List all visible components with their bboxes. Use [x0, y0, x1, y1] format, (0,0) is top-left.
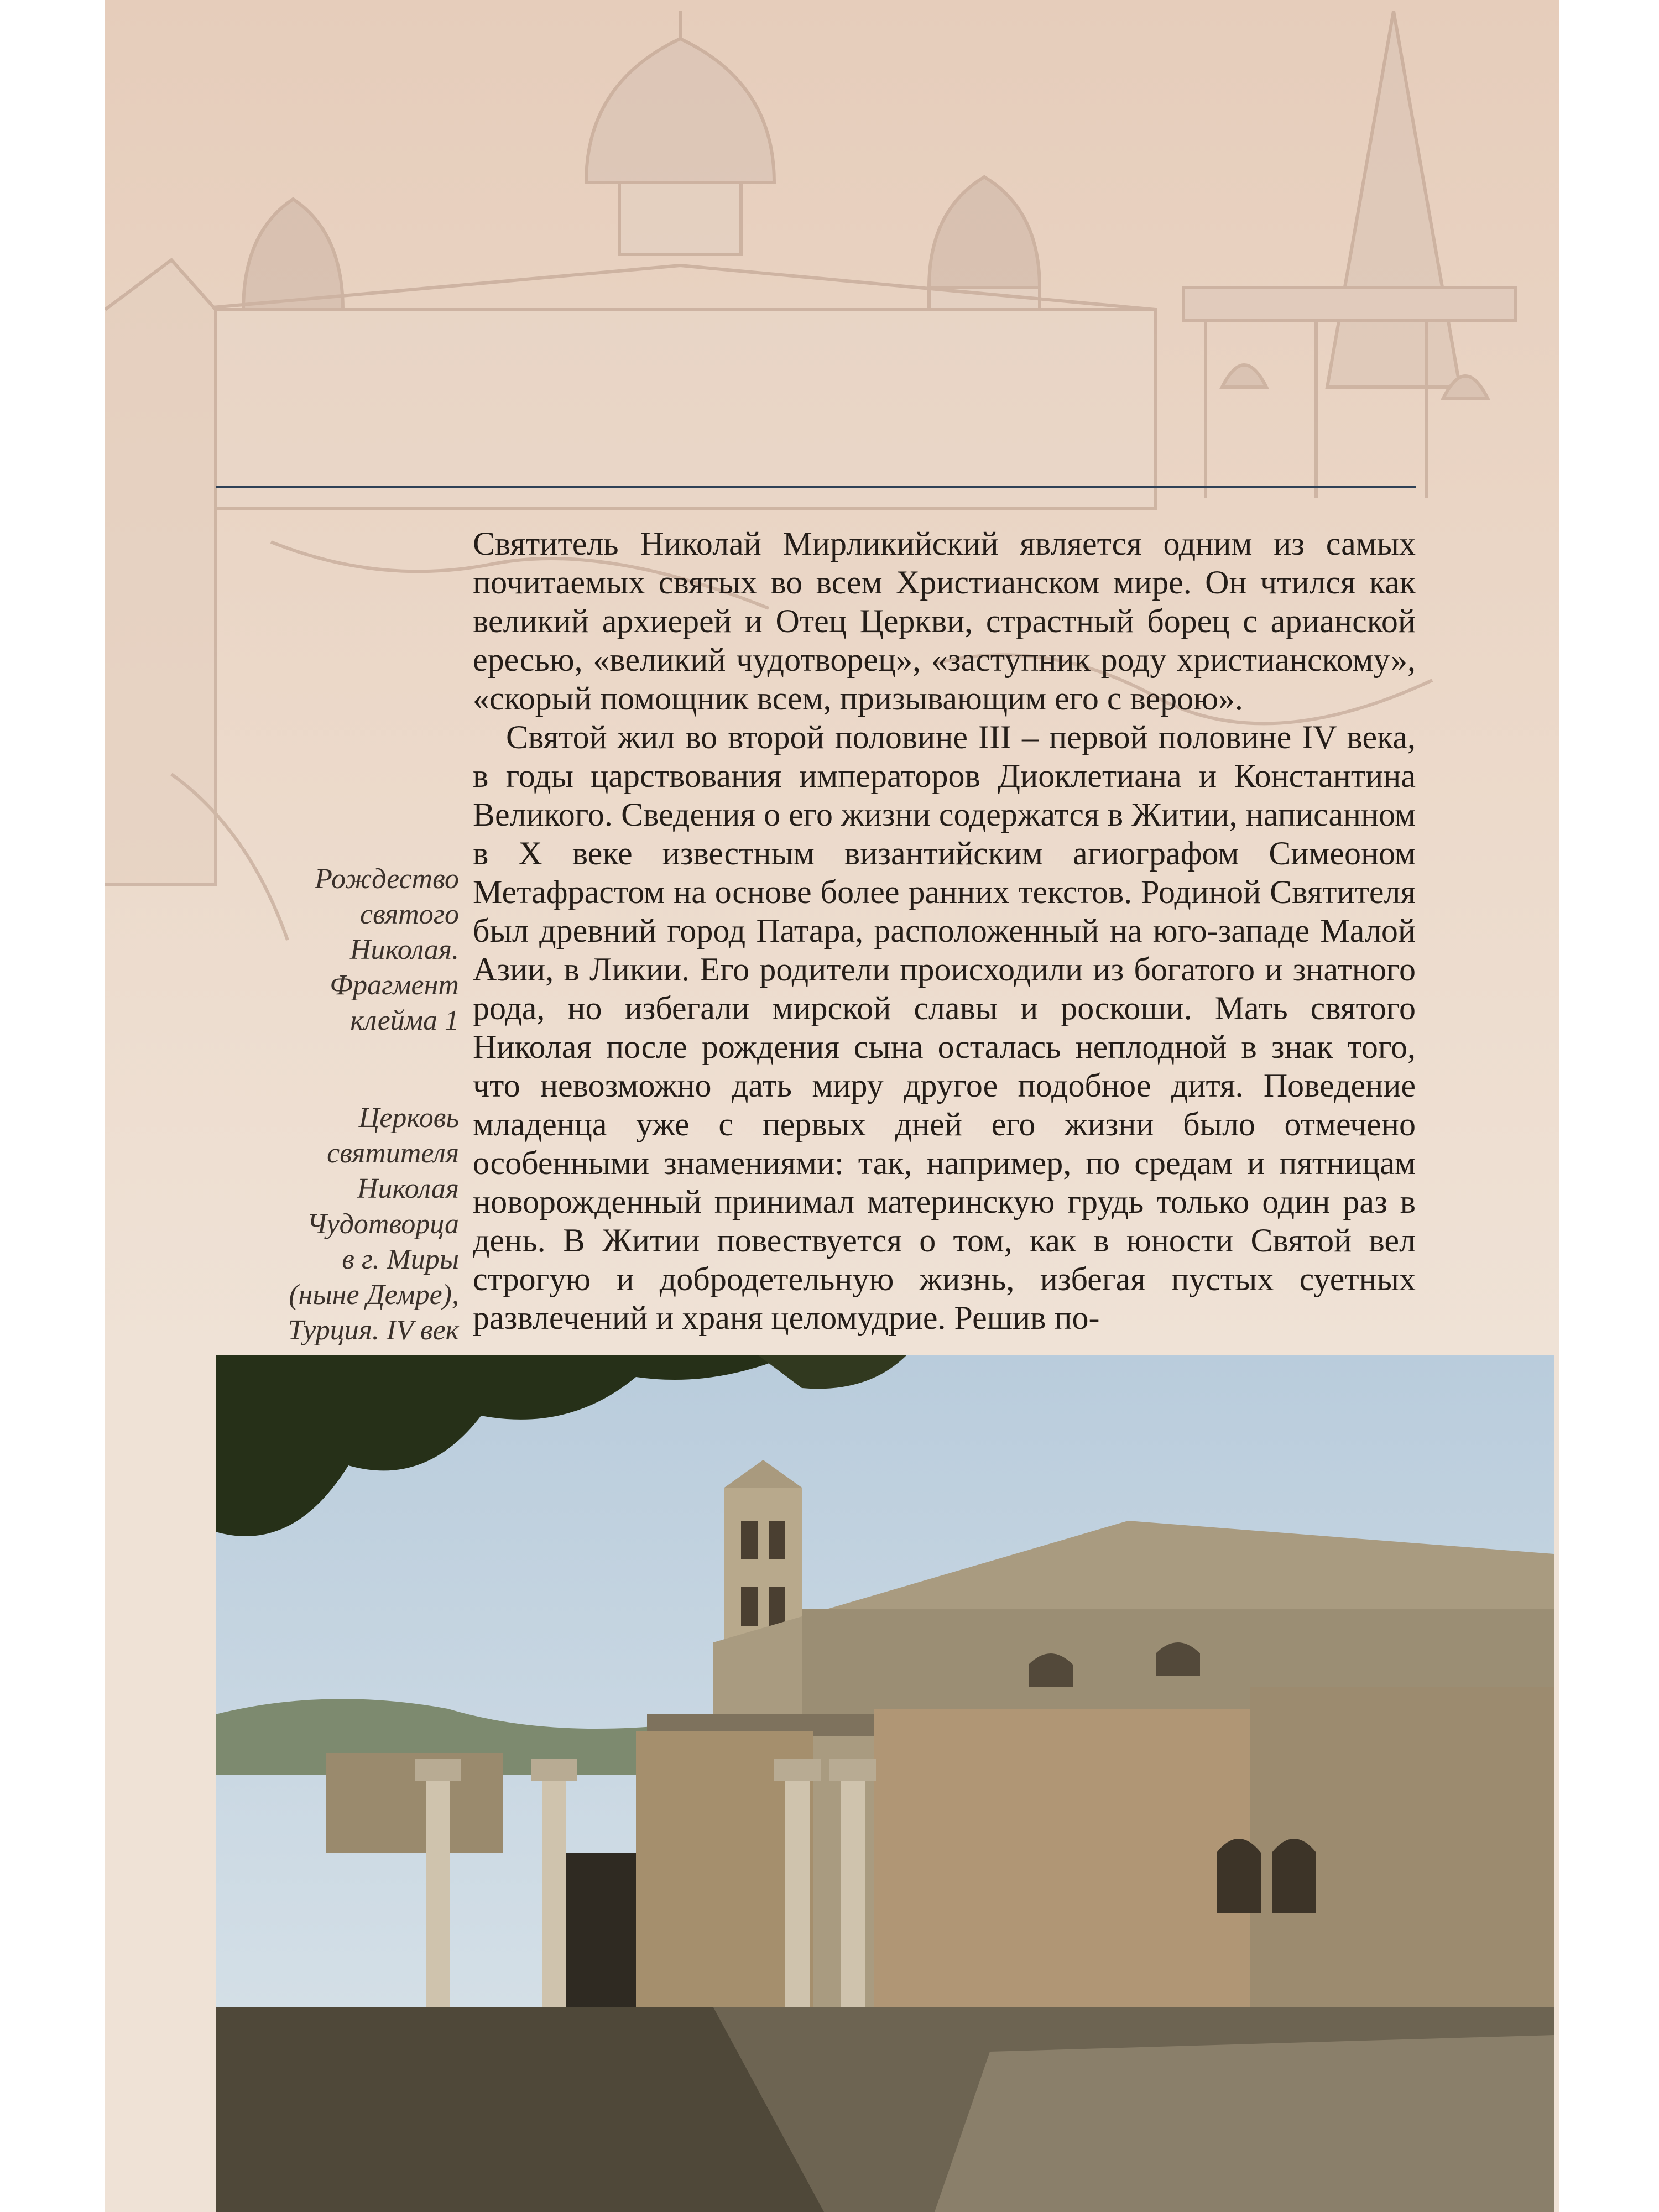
paragraph-1: Святитель Николай Мирликийский является одним из самых почитаемых святых во всем Христианском мире. Он чтился как великий архиерей и Отец Церкви, страстный борец с арианской ересью, «великий чудотворец», «заступник роду христианскому», «скорый помощник всем, призывающим его с верою».: [473, 525, 1416, 717]
church-photo: [216, 1355, 1554, 2212]
book-page: [105, 0, 1559, 2212]
article-body: [473, 524, 1416, 1337]
fresco-caption: Рождество святого Николая. Фрагмент клейма 1: [315, 863, 459, 1036]
horizontal-rule: [216, 486, 1416, 488]
church-caption: Церковь святителя Николая Чудотворца в г. Миры (ныне Демре), Турция. IV век: [288, 1102, 459, 1346]
paragraph-2: Святой жил во второй половине III – первой половине IV века, в годы царствования императоров Диоклетиана и Константина Великого. Сведения о его жизни содержатся в Житии, написанном в X веке известным византийским агиографом Симеоном Метафрастом на основе более ранних текстов. Родиной Святителя был древний город Патара, расположенный на юго-западе Малой Азии, в Ликии. Его родители происходили из богатого и знатного рода, но избегали мирской славы и роскоши. Мать святого Николая после рождения сына осталась неплодной в знак того, что невозможно дать миру другое подобное дитя. Поведение младенца уже с первых дней его жизни было отмечено особенными знамениями: так, например, по средам и пятницам новорожденный принимал материнскую грудь только один раз в день. В Житии повествуется о том, как в юности Святой вел строгую и добродетельную жизнь, избегая пустых суетных развлечений и храня целомудрие. Решив по-: [473, 719, 1416, 1336]
